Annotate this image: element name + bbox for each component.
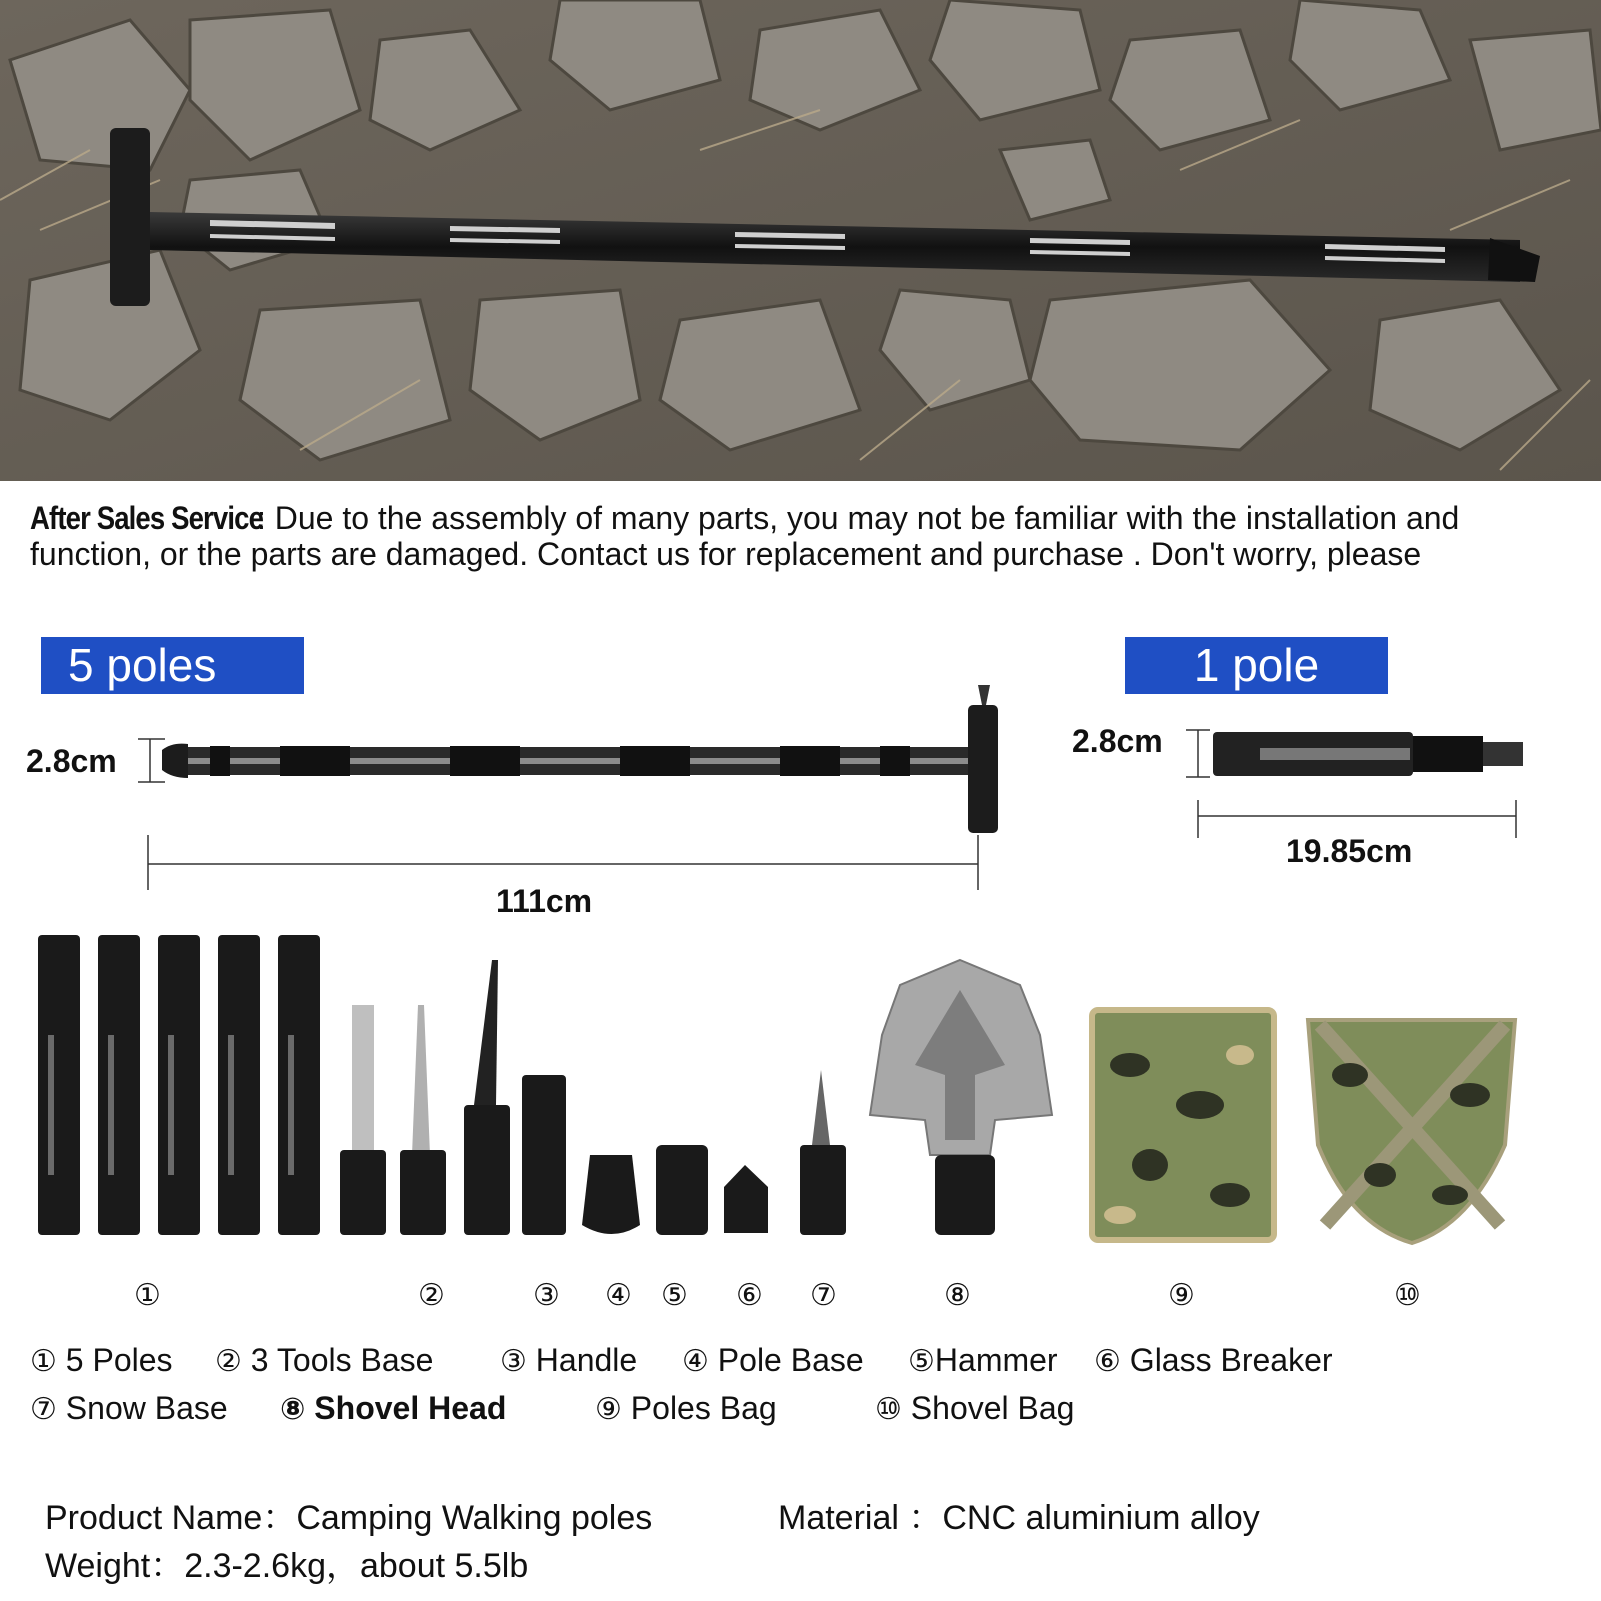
one-pole-badge: 1 pole [1125, 637, 1388, 694]
spec-material: Material ：CNC aluminium alloy [778, 1499, 1260, 1537]
shovel-bag-part [1308, 1020, 1515, 1243]
single-pole-diagram [1060, 700, 1601, 880]
part-number-7: ⑦ [810, 1278, 837, 1313]
five-poles-parts [38, 935, 320, 1235]
legend-item-poles-bag: ⑨ Poles Bag [595, 1390, 777, 1427]
length-full-label: 111cm [496, 883, 593, 919]
diameter-right-label: 2.8cm [1072, 723, 1163, 759]
hero-photo [0, 0, 1601, 481]
tools-base-parts [340, 960, 510, 1235]
parts-illustration [0, 925, 1601, 1265]
part-number-10: ⑩ [1394, 1278, 1421, 1313]
part-number-3: ③ [533, 1278, 560, 1313]
snow-base-part [800, 1070, 846, 1235]
after-sales-text [30, 500, 1570, 572]
pole-base-part [582, 1155, 640, 1234]
legend-item-hammer: ⑤Hammer [908, 1342, 1058, 1379]
spec-weight: Weight：2.3-2.6kg，about 5.5lb [45, 1547, 529, 1585]
part-number-2: ② [418, 1278, 445, 1313]
poles-bag-part [1092, 1010, 1274, 1240]
part-number-6: ⑥ [736, 1278, 763, 1313]
part-number-8: ⑧ [944, 1278, 971, 1313]
shovel-head-part [870, 960, 1052, 1235]
part-number-9: ⑨ [1168, 1278, 1195, 1313]
legend-item-pole-base: ④ Pole Base [682, 1342, 864, 1379]
legend-item-tools-base: ② 3 Tools Base [215, 1342, 434, 1379]
after-sales-body: : Due to the assembly of many parts, you may not be familiar with the installation and function, or the parts are damaged. Contact us for replacement and purchase . Don't worry, please [30, 500, 1460, 572]
assembled-pole-diagram [0, 680, 1020, 920]
legend-item-glass-breaker: ⑥ Glass Breaker [1094, 1342, 1333, 1379]
diameter-left-label: 2.8cm [26, 743, 117, 779]
legend-item-poles: ① 5 Poles [30, 1342, 173, 1379]
legend-item-shovel-head: ⑧ Shovel Head [280, 1390, 507, 1427]
five-poles-badge: 5 poles [41, 637, 304, 694]
hero-rocks-photo [0, 0, 1601, 481]
glass-breaker-part [724, 1165, 768, 1233]
legend-item-handle: ③ Handle [500, 1342, 638, 1379]
handle-part [522, 1075, 566, 1235]
after-sales-label: After Sales Service [30, 500, 264, 536]
part-number-4: ④ [605, 1278, 632, 1313]
hammer-part [656, 1145, 708, 1235]
part-number-1: ① [134, 1278, 161, 1313]
part-number-5: ⑤ [661, 1278, 688, 1313]
legend-item-snow-base: ⑦ Snow Base [30, 1390, 228, 1427]
spec-product-name: Product Name：Camping Walking poles [45, 1499, 653, 1537]
length-single-label: 19.85cm [1286, 833, 1413, 869]
legend-item-shovel-bag: ⑩ Shovel Bag [875, 1390, 1075, 1427]
assembled-pole [162, 685, 998, 833]
single-pole [1213, 732, 1523, 776]
